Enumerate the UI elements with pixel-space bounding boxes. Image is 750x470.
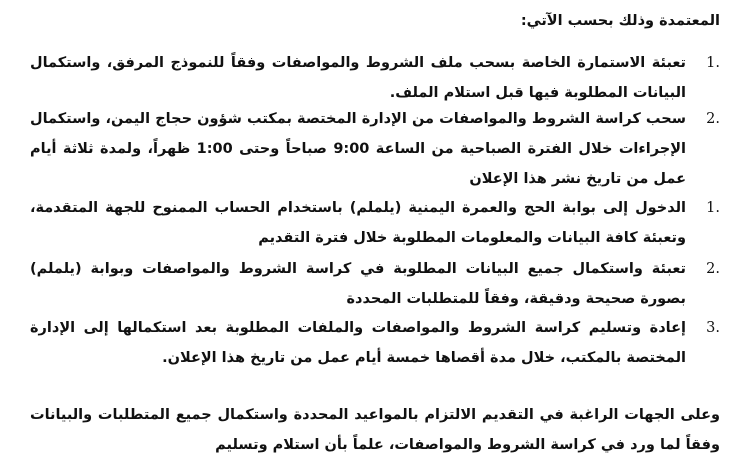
list-item — [30, 254, 720, 314]
list-item — [30, 104, 720, 194]
item-text: الدخول إلى بوابة الحج والعمرة اليمنية (يلملم) باستخدام الحساب الممنوح للجهة المتقدمة، وتعبئة كافة البيانات والمعلومات المطلوبة خلال فترة التقديم — [30, 200, 686, 246]
item-number: 1. — [706, 55, 720, 71]
item-text: إعادة وتسليم كراسة الشروط والمواصفات والملفات المطلوبة بعد استكمالها إلى الإدارة المختصة بالمكتب، خلال مدة أقصاها خمسة أيام عمل من تاريخ هذا الإعلان. — [30, 320, 686, 366]
list-item — [30, 48, 720, 108]
item-text: سحب كراسة الشروط والمواصفات من الإدارة المختصة بمكتب شؤون حجاج اليمن، واستكمال الإجراءات خلال الفترة الصباحية من الساعة 9:00 صباحاً وحتى 1:00 ظهراً، ولمدة ثلاثة أيام عمل من تاريخ نشر هذا الإعلان — [30, 111, 686, 187]
intro-line: المعتمدة وذلك بحسب الآتي: — [520, 13, 720, 29]
item-number: 3. — [706, 320, 720, 336]
list-item — [30, 193, 720, 253]
item-number: 1. — [706, 200, 720, 216]
item-number: 2. — [706, 111, 720, 127]
closing-paragraph: وعلى الجهات الراغبة في التقديم الالتزام بالمواعيد المحددة واستكمال جميع المتطلبات والبيانات وفقاً لما ورد في كراسة الشروط والمواصفات، علماً بأن استلام وتسليم — [30, 407, 720, 453]
item-text: تعبئة الاستمارة الخاصة بسحب ملف الشروط والمواصفات وفقاً للنموذج المرفق، واستكمال البيانات المطلوبة فيها قبل استلام الملف. — [30, 55, 686, 101]
list-item — [30, 313, 720, 373]
item-text: تعبئة واستكمال جميع البيانات المطلوبة في كراسة الشروط والمواصفات وبوابة (يلملم) بصورة صحيحة ودقيقة، وفقاً للمتطلبات المحددة — [30, 261, 686, 307]
item-number: 2. — [706, 261, 720, 277]
